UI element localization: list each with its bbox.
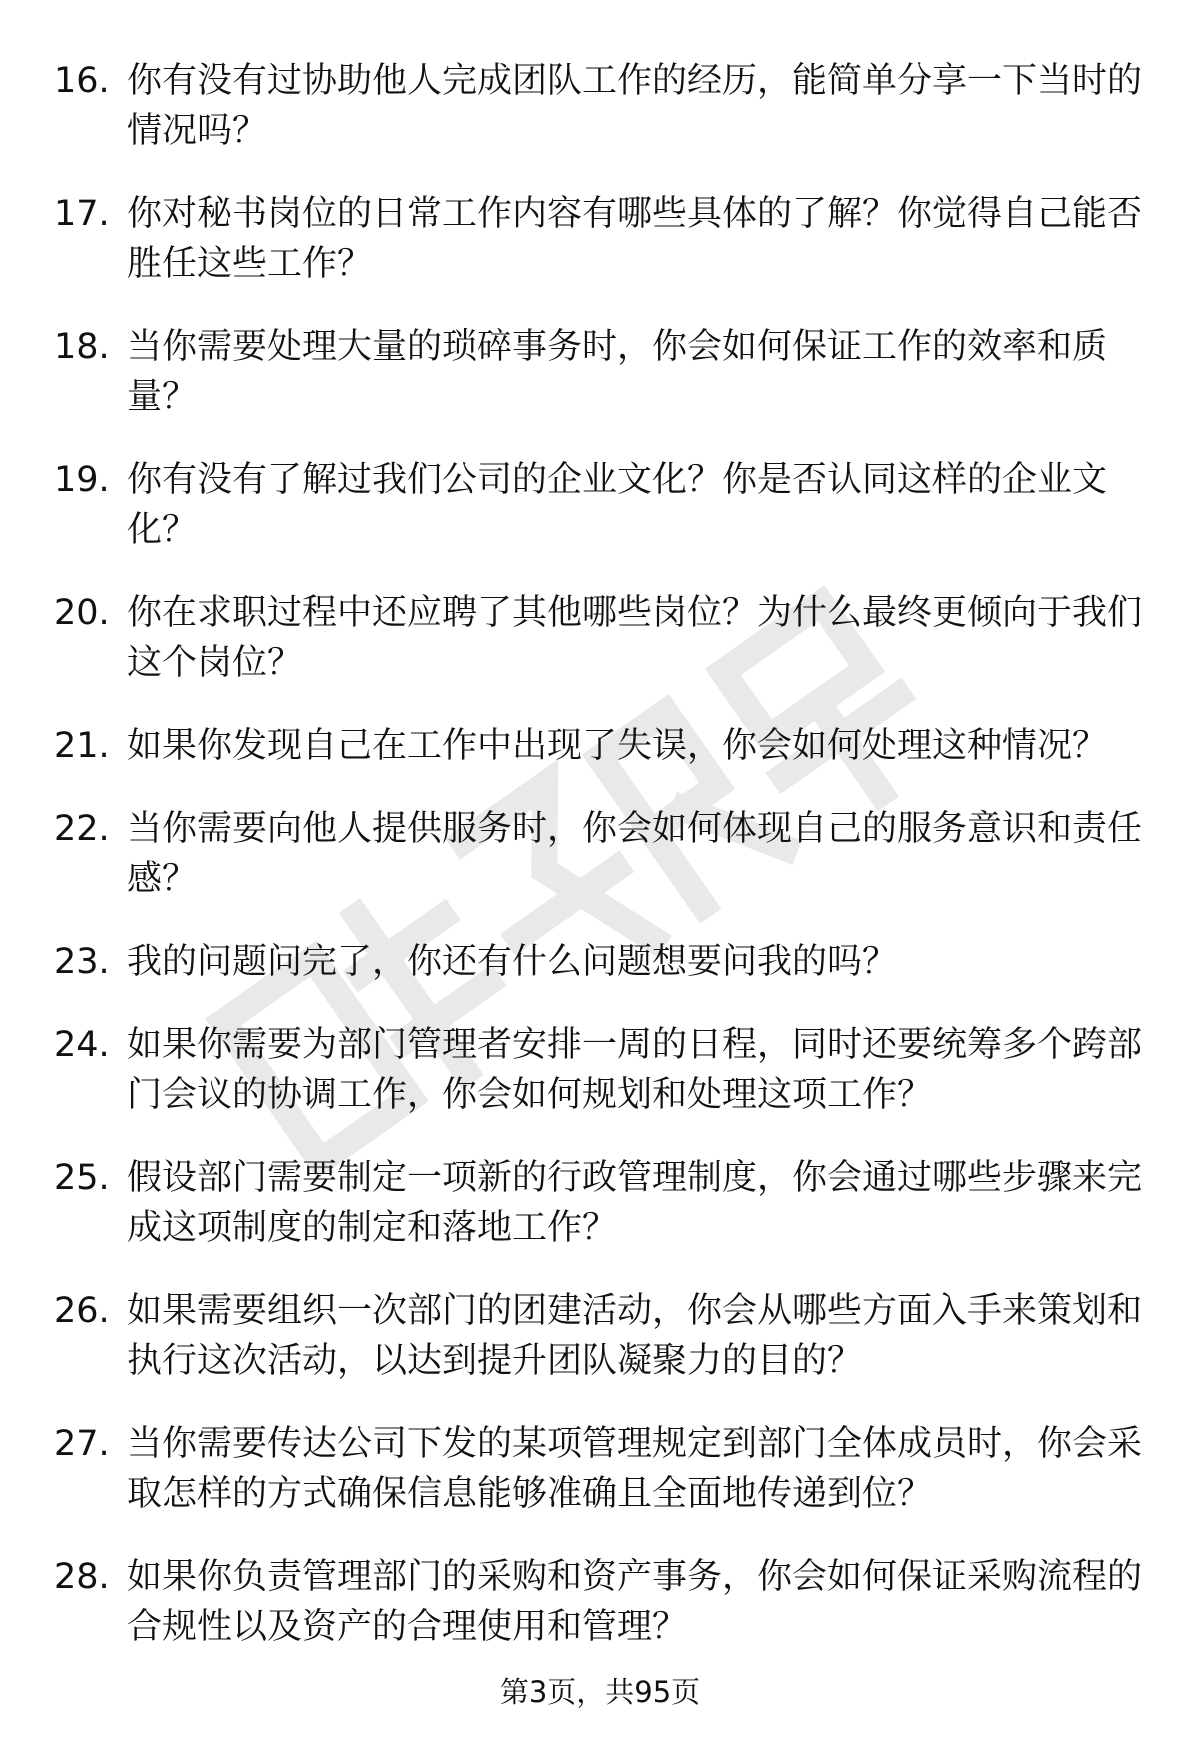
question-item	[54, 189, 1144, 289]
question-number: 24.	[54, 1025, 110, 1065]
question-number: 26.	[54, 1291, 110, 1331]
question-number: 16.	[54, 61, 110, 101]
question-text: 你有没有过协助他人完成团队工作的经历，能简单分享一下当时的情况吗？	[127, 61, 1143, 151]
question-number: 22.	[54, 809, 110, 849]
question-number: 28.	[54, 1557, 110, 1597]
question-text: 你在求职过程中还应聘了其他哪些岗位？为什么最终更倾向于我们这个岗位？	[127, 593, 1143, 683]
question-item	[54, 1552, 1144, 1652]
question-text: 你有没有了解过我们公司的企业文化？你是否认同这样的企业文化？	[127, 460, 1108, 550]
question-number: 18.	[54, 327, 110, 367]
question-text: 当你需要处理大量的琐碎事务时，你会如何保证工作的效率和质量？	[127, 327, 1108, 417]
question-number: 27.	[54, 1424, 110, 1464]
question-text: 你对秘书岗位的日常工作内容有哪些具体的了解？你觉得自己能否胜任这些工作？	[127, 194, 1143, 284]
question-item	[54, 1286, 1144, 1386]
page-footer: 第3页，共95页	[499, 1675, 701, 1709]
question-text: 如果需要组织一次部门的团建活动，你会从哪些方面入手来策划和执行这次活动，以达到提升团队凝聚力的目的？	[127, 1291, 1143, 1381]
question-number: 17.	[54, 194, 110, 234]
question-item	[54, 322, 1144, 422]
question-text: 假设部门需要制定一项新的行政管理制度，你会通过哪些步骤来完成这项制度的制定和落地工作？	[127, 1158, 1143, 1248]
question-item	[54, 1020, 1144, 1120]
question-item	[54, 937, 1144, 987]
question-number: 19.	[54, 460, 110, 500]
question-text: 如果你发现自己在工作中出现了失误，你会如何处理这种情况？	[127, 726, 1108, 766]
question-number: 25.	[54, 1158, 110, 1198]
question-item	[54, 721, 1144, 771]
question-text: 当你需要向他人提供服务时，你会如何体现自己的服务意识和责任感？	[127, 809, 1143, 899]
question-item	[54, 1153, 1144, 1253]
question-item	[54, 1419, 1144, 1519]
question-number: 20.	[54, 593, 110, 633]
question-number: 23.	[54, 942, 110, 982]
question-text: 当你需要传达公司下发的某项管理规定到部门全体成员时，你会采取怎样的方式确保信息能够准确且全面地传递到位？	[127, 1424, 1143, 1514]
question-text: 我的问题问完了，你还有什么问题想要问我的吗？	[127, 942, 898, 982]
question-text: 如果你负责管理部门的采购和资产事务，你会如何保证采购流程的合规性以及资产的合理使用和管理？	[127, 1557, 1143, 1647]
question-item	[54, 455, 1144, 555]
question-item	[54, 588, 1144, 688]
question-list	[54, 56, 1144, 1685]
question-item	[54, 56, 1144, 156]
question-item	[54, 804, 1144, 904]
question-text: 如果你需要为部门管理者安排一周的日程，同时还要统筹多个跨部门会议的协调工作，你会如何规划和处理这项工作？	[127, 1025, 1143, 1115]
question-number: 21.	[54, 726, 110, 766]
